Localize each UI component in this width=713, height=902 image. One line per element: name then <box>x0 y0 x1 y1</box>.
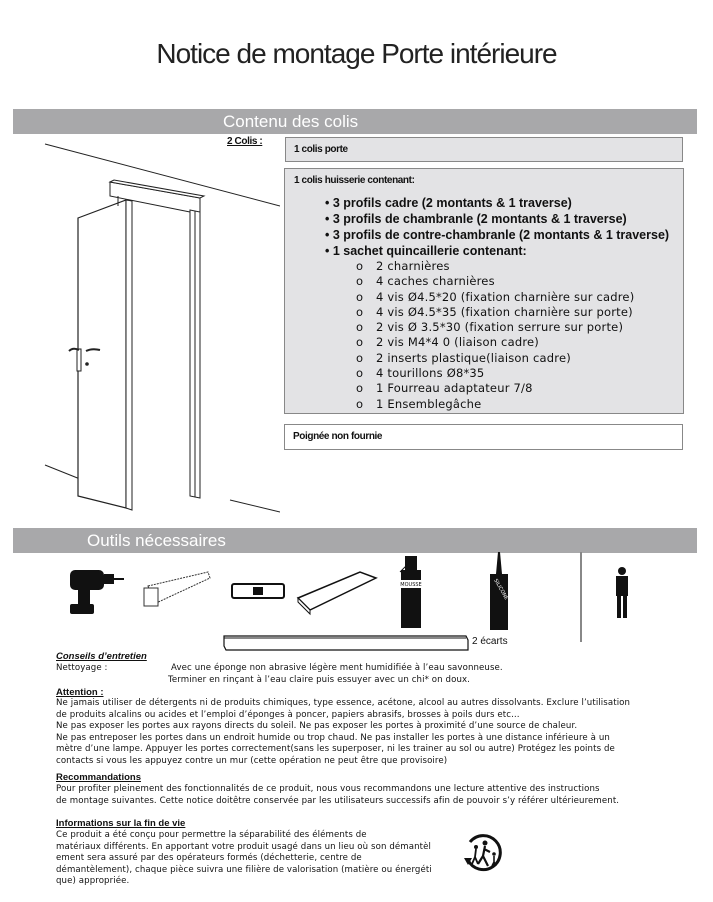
fin-de-vie-line: matériaux différents. En apportant votre produit usagé dans un lieu où son démantèl <box>56 841 432 852</box>
ecarts-label: 2 écarts <box>472 636 508 647</box>
level-icon <box>232 584 284 598</box>
huisserie-box <box>284 168 684 414</box>
fin-de-vie-line: démantèlement), chaque pièce suivra une filière de valorisation (matière ou énergéti <box>56 864 432 875</box>
hardware-item: o 1 Ensemblegâche <box>356 396 482 411</box>
hardware-item: o 2 inserts plastique(liaison cadre) <box>356 350 571 365</box>
attention-text <box>56 698 671 768</box>
plank-icon <box>222 632 470 652</box>
attention-line: contacts si vous les appuyez contre un mur (cette opération ne peut être que provisoire) <box>56 755 448 766</box>
foam-label: MOUSSE <box>400 582 422 588</box>
bullet-item: • 3 profils cadre (2 montants & 1 traverse) <box>325 196 572 210</box>
hardware-item: o 2 vis Ø 3.5*30 (fixation serrure sur porte) <box>356 320 624 335</box>
recommandations-line: Pour profiter pleinement des fonctionnalités de ce produit, nous vous recommandons une lecture attentive des instructions <box>56 784 600 794</box>
separator-line <box>580 552 582 642</box>
fin-de-vie-line: que) appropriée. <box>56 876 130 887</box>
tools-band <box>13 528 697 553</box>
attention-heading: Attention : <box>56 687 104 698</box>
hardware-item: o 4 caches charnières <box>356 274 495 289</box>
recommandations-line: de montage suivantes. Cette notice doitêtre conservée par les utilisateurs successifs afin de pouvoir s’y référer ultérieurement. <box>56 795 620 806</box>
door-illustration <box>40 138 280 518</box>
fin-de-vie-text <box>56 830 456 888</box>
nettoyage-line: Terminer en rinçant à l’eau claire puis essuyer avec un chi* on doux. <box>168 675 471 685</box>
attention-line: Ne jamais utiliser de détergents ni de produits chimiques, type essence, acétone, alcool au autres dissolvants. Exclure l’utilisation <box>56 698 631 708</box>
nettoyage-line: Avec une éponge non abrasive légère ment humidifiée à l’eau savonneuse. <box>171 663 503 673</box>
saw-icon <box>144 572 210 606</box>
person-icon <box>612 566 632 620</box>
contents-band-title: Contenu des colis <box>223 112 359 131</box>
hardware-list <box>356 259 634 412</box>
triman-recycling-icon <box>462 832 504 872</box>
contents-band <box>13 109 697 134</box>
maintenance-heading: Conseils d’entretien <box>56 651 147 662</box>
drill-icon <box>70 570 124 614</box>
bullet-item: • 3 profils de chambranle (2 montants & 1 traverse) <box>325 212 627 226</box>
fin-de-vie-line: ement sera assuré par des opérateurs formés (déchetterie, centre de <box>56 853 362 864</box>
attention-line: Ne pas entreposer les portes dans un endroit humide ou trop chaud. Ne pas installer les portes à une distance inférieure à un <box>56 732 610 743</box>
recommandations-text <box>56 784 671 807</box>
recommandations-heading: Recommandations <box>56 772 141 783</box>
hardware-item: o 4 tourillons Ø8*35 <box>356 366 485 381</box>
attention-line: de produits alcalins ou acides et l’emploi d’éponges à poncer, papiers abrasifs, brosses à poils durs etc… <box>56 709 520 720</box>
foam-can-icon <box>400 556 422 628</box>
huisserie-title: 1 colis huisserie contenant: <box>294 175 415 186</box>
tools-band-title: Outils nécessaires <box>87 531 226 550</box>
wedge-icon <box>298 572 376 614</box>
silicone-cartridge-icon <box>490 552 509 630</box>
nettoyage-label: Nettoyage : <box>56 663 108 673</box>
hardware-item: o 4 vis Ø4.5*20 (fixation charnière sur cadre) <box>356 289 635 304</box>
silicone-label: SILICONE <box>492 578 510 602</box>
colis-label: 2 Colis : <box>227 136 263 147</box>
bullet-item: • 3 profils de contre-chambranle (2 montants & 1 traverse) <box>325 228 670 242</box>
attention-line: mètre d’une lampe. Appuyer les portes correctement(sans les superposer, ni les trainer au sol ou autre) Protégez les points de <box>56 744 615 755</box>
hardware-item: o 4 vis Ø4.5*35 (fixation charnière sur porte) <box>356 304 633 319</box>
page-title: Notice de montage Porte intérieure <box>156 38 557 69</box>
hardware-item: o 1 Fourreau adaptateur 7/8 <box>356 381 533 396</box>
fin-de-vie-line: Ce produit a été conçu pour permettre la séparabilité des éléments de <box>56 830 367 840</box>
attention-line: Ne pas exposer les portes aux rayons directs du soleil. Ne pas exposer les portes à proximité d’une source de chaleur. <box>56 721 578 732</box>
hardware-item: o 2 vis M4*4 0 (liaison cadre) <box>356 335 539 350</box>
bullet-item: • 1 sachet quincaillerie contenant: <box>325 244 527 258</box>
hardware-item: o 2 charnières <box>356 259 450 273</box>
fin-de-vie-heading: Informations sur la fin de vie <box>56 818 186 829</box>
poignee-box: Poignée non fournie <box>284 424 683 450</box>
porte-box: 1 colis porte <box>285 137 683 162</box>
